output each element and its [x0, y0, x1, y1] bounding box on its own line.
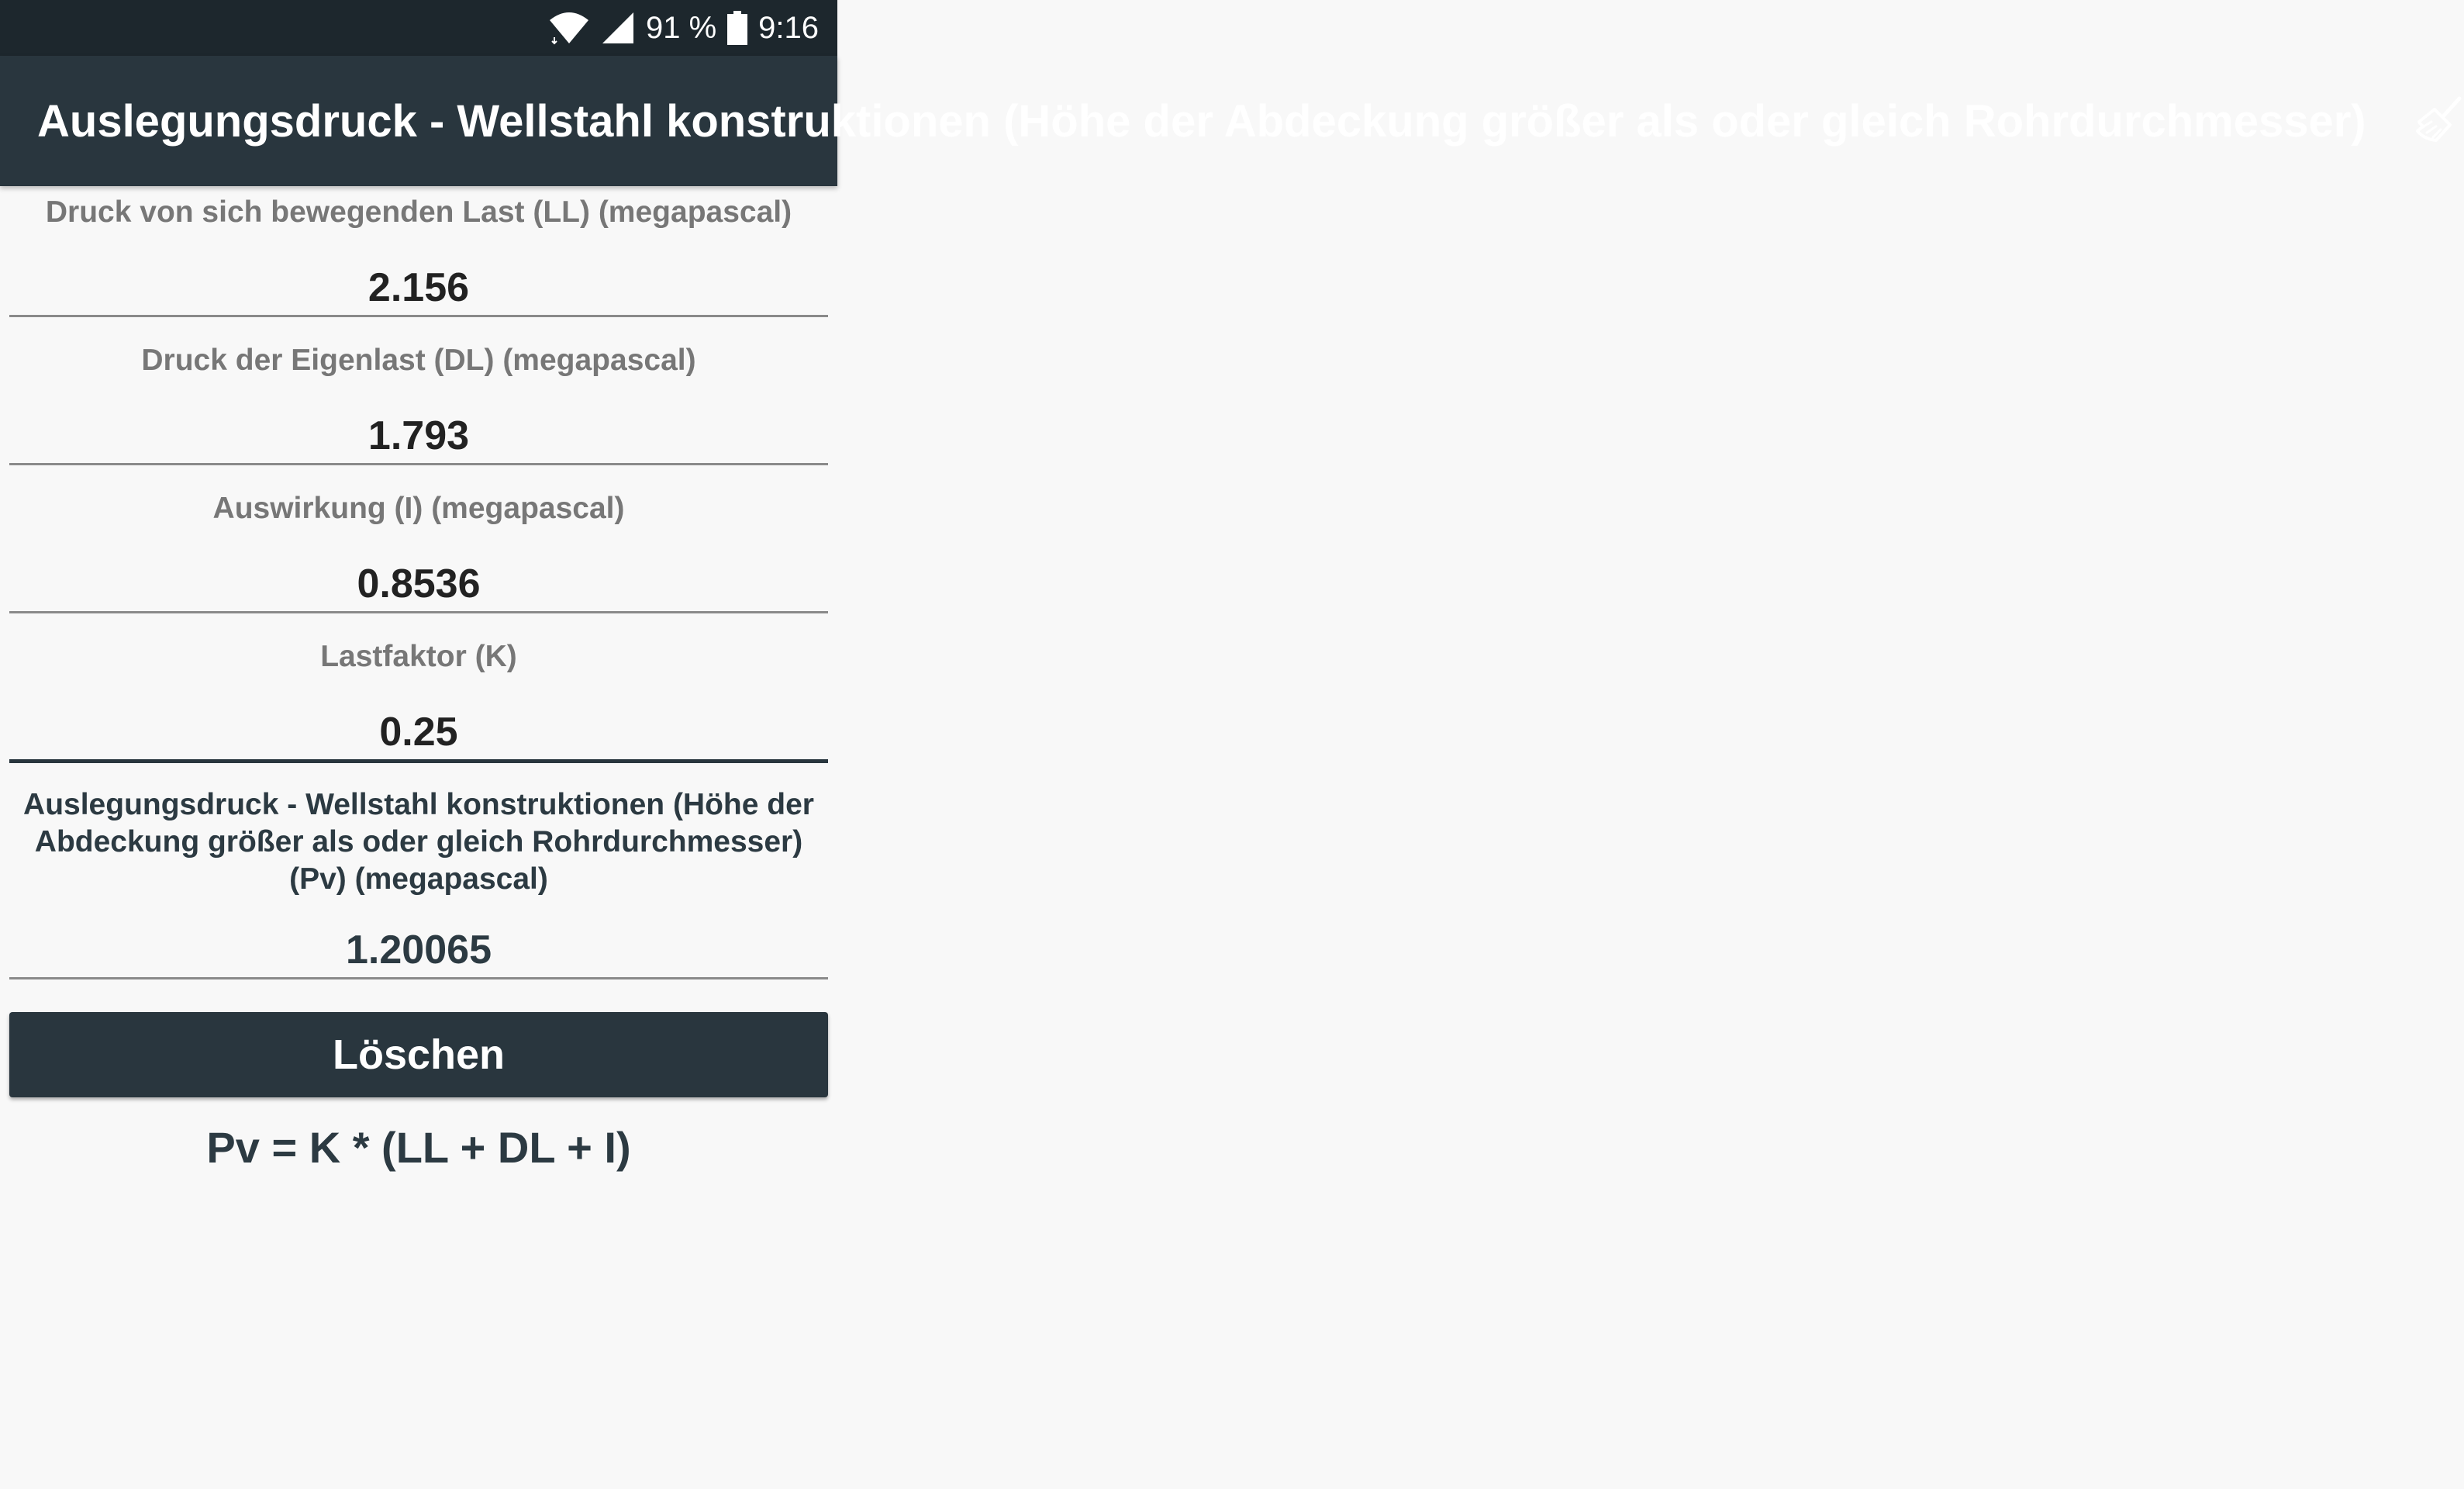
impact-input[interactable] — [9, 557, 828, 611]
battery-percentage: 91 % — [645, 11, 717, 45]
signal-icon — [601, 11, 635, 45]
impact-label: Auswirkung (I) (megapascal) — [212, 492, 625, 525]
clear-button[interactable]: Löschen — [9, 1012, 828, 1097]
live-load-input[interactable] — [9, 261, 828, 315]
impact-underline — [9, 611, 828, 613]
formula-text: Pv = K * (LL + DL + I) — [206, 1123, 631, 1172]
status-bar — [0, 0, 837, 56]
app-bar — [0, 56, 2366, 186]
field-impact — [9, 490, 828, 613]
broom-icon[interactable] — [2413, 93, 2464, 149]
result-output[interactable] — [9, 923, 828, 977]
load-factor-underline — [9, 759, 828, 763]
field-dead-load — [9, 342, 828, 465]
wifi-icon — [548, 11, 590, 45]
load-factor-label: Lastfaktor (K) — [320, 640, 517, 673]
dead-load-input[interactable] — [9, 409, 828, 463]
load-factor-input[interactable] — [9, 705, 828, 759]
field-load-factor — [9, 638, 828, 763]
dead-load-underline — [9, 463, 828, 465]
calculator-form — [0, 194, 837, 1173]
battery-icon — [727, 11, 747, 45]
clock: 9:16 — [758, 11, 819, 45]
live-load-underline — [9, 315, 828, 317]
dead-load-label: Druck der Eigenlast (DL) (megapascal) — [141, 344, 696, 377]
field-result — [9, 786, 828, 979]
live-load-label: Druck von sich bewegenden Last (LL) (megapascal) — [45, 195, 792, 229]
result-label: Auslegungsdruck - Wellstahl konstruktionen (Höhe der Abdeckung größer als oder gleich Rohrdurchmesser) (Pv) (megapascal) — [23, 788, 814, 896]
page-title: Auslegungsdruck - Wellstahl konstruktionen (Höhe der Abdeckung größer als oder gleich Rohrdurchmesser) — [37, 95, 2366, 147]
result-underline — [9, 977, 828, 979]
field-live-load — [9, 194, 828, 317]
